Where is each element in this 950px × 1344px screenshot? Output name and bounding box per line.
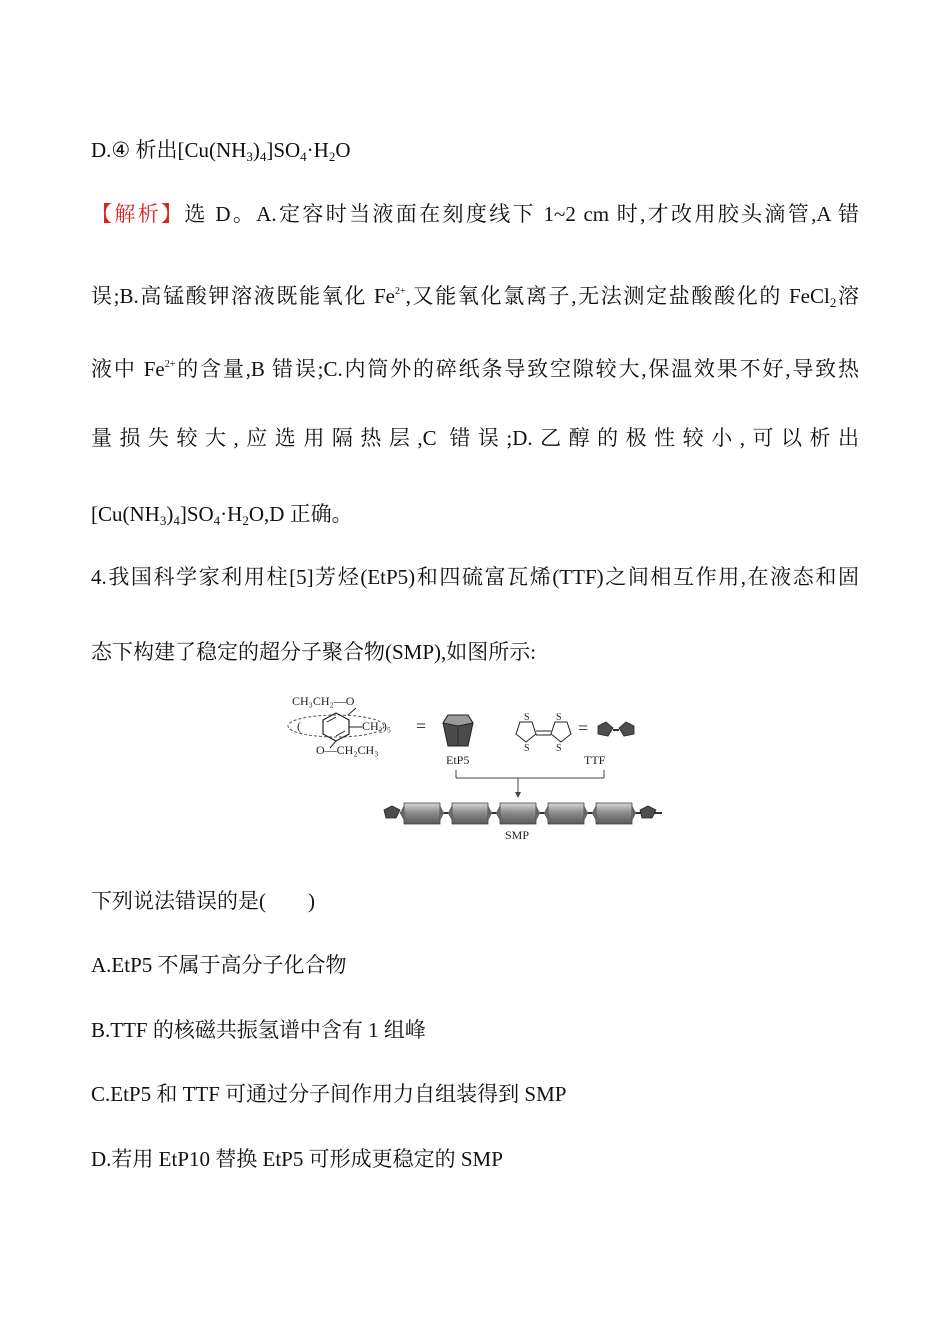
smp-label: SMP xyxy=(505,828,530,842)
analysis-line-3: 液中 $Fe^{2+}$的含量,B 错误;C.内筒外的碎纸条导致空隙较大,保温效果不好,导致热 xyxy=(91,357,860,381)
analysis-line-1: 【解析】选 D。A.定容时当液面在刻度线下 1~2 cm 时,才改用胶头滴管,A 错 xyxy=(91,202,860,226)
analysis-line-4: 量损失较大,应选用隔热层,C 错误;D.乙醇的极性较小,可以析出 xyxy=(91,426,859,450)
equals-sign-1: = xyxy=(416,716,427,736)
ttf-sulfur-2: S xyxy=(524,743,530,754)
option-a: A.EtP5 不属于高分子化合物 xyxy=(91,953,347,977)
option-b: B.TTF 的核磁共振氢谱中含有 1 组峰 xyxy=(91,1018,426,1042)
smp-unit-4 xyxy=(544,803,588,824)
text-line-option-d-prev: D.④ 析出$[Cu(NH_3)_4]SO_4\cdot H_2O$ xyxy=(91,138,351,164)
option-d: D.若用 EtP10 替换 EtP5 可形成更稳定的 SMP xyxy=(91,1147,503,1171)
smp-unit-1 xyxy=(400,803,444,824)
smp-unit-3 xyxy=(496,803,540,824)
question-prompt: 下列说法错误的是( ) xyxy=(91,889,315,913)
ttf-sulfur-3: S xyxy=(556,712,562,723)
analysis-line-2: 误;B.高锰酸钾溶液既能氧化 $Fe^{2+}$,又能氧化氯离子,无法测定盐酸酸化的 FeCl$_2$溶 xyxy=(91,284,860,310)
ttf-structure xyxy=(516,712,571,754)
etp5-label: EtP5 xyxy=(446,753,470,767)
ttf-label: TTF xyxy=(584,753,606,767)
svg-text:(: ( xyxy=(297,719,301,733)
bottom-substituent-label: O—CH₂CH₃ xyxy=(316,743,379,757)
etp5-icon xyxy=(443,715,473,746)
question-stem-line-2: 态下构建了稳定的超分子聚合物(SMP),如图所示: xyxy=(91,640,537,664)
smp-chain xyxy=(384,803,662,824)
assembly-arrow xyxy=(456,770,604,798)
etp5-structure xyxy=(288,694,391,757)
ttf-icon xyxy=(598,722,634,736)
analysis-line-5: $[Cu(NH_3)_4]SO_4\cdot H_2O,D$ 正确。 xyxy=(91,502,353,528)
question-stem-line-1: 4.我国科学家利用柱[5]芳烃(EtP5)和四硫富瓦烯(TTF)之间相互作用,在液态和固 xyxy=(91,565,859,589)
smp-figure xyxy=(270,684,670,849)
equals-sign-2: = xyxy=(578,718,589,738)
ttf-sulfur-1: S xyxy=(524,712,530,723)
smp-diagram xyxy=(270,684,670,849)
option-c: C.EtP5 和 TTF 可通过分子间作用力自组装得到 SMP xyxy=(91,1082,567,1106)
methylene-repeat-label: CH₂)₅ xyxy=(362,719,392,733)
smp-unit-5 xyxy=(592,803,636,824)
analysis-tag: 【解析】 xyxy=(91,202,185,226)
ttf-sulfur-4: S xyxy=(556,743,562,754)
smp-unit-2 xyxy=(448,803,492,824)
top-substituent-label: CH₃CH₂—O xyxy=(292,694,355,708)
